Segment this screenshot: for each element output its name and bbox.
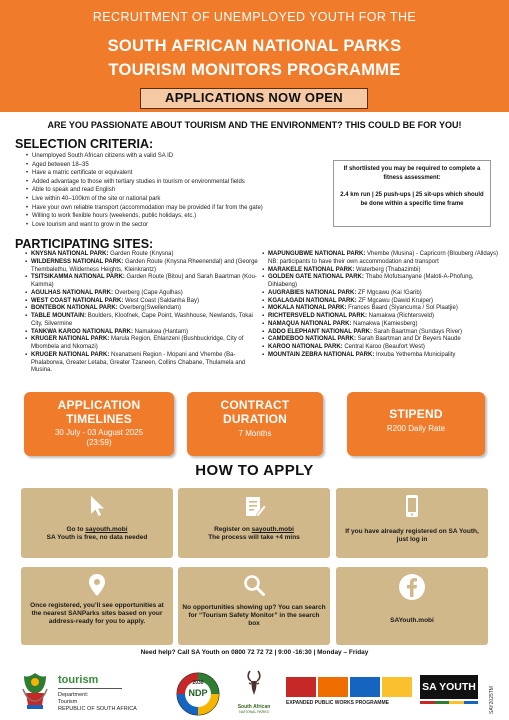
department-text bbox=[58, 692, 168, 713]
stipend-card bbox=[347, 392, 485, 456]
epwp-block-yellow bbox=[382, 677, 412, 697]
site-name: TSITSIKAMMA NATIONAL PARK: bbox=[31, 274, 125, 281]
timelines-title-line1: APPLICATION bbox=[57, 398, 141, 412]
site-detail: Sarah Baartman and Dr Beyers Naude bbox=[356, 336, 461, 343]
sa-youth-flag-stripe bbox=[420, 701, 478, 704]
footer-logos bbox=[0, 663, 509, 720]
intro-question: ARE YOU PASSIONATE ABOUT TOURISM AND THE ENVIRONMENT? THIS COULD BE FOR YOU! bbox=[47, 120, 462, 130]
site-item bbox=[262, 305, 500, 313]
step-5-text: No opportunities showing up? You can search for “Tourism Safety Monitor” in the search box bbox=[182, 604, 326, 627]
epwp-blocks bbox=[286, 677, 418, 697]
site-detail: Garden Route (Knysna Rheenendal) and (George Thembalethu, Wilderness Heights, Kleinkrantz) bbox=[31, 258, 258, 273]
site-item bbox=[25, 313, 258, 329]
step-3-text: If you have already registered on SA Youth, just log in bbox=[345, 528, 479, 543]
site-item bbox=[262, 251, 500, 267]
site-name: MAPUNGUBWE NATIONAL PARK: bbox=[268, 251, 366, 257]
site-name: TANKWA KAROO NATIONAL PARK: bbox=[31, 328, 133, 335]
step-register bbox=[178, 488, 330, 558]
site-name: AGULHAS NATIONAL PARK: bbox=[31, 289, 113, 296]
fitness-requirements: 2.4 km run | 25 push-ups | 25 sit-ups which should be done within a specific time frame bbox=[340, 192, 484, 207]
criteria-item: • Have a matric certificate or equivalent bbox=[26, 169, 326, 178]
site-detail: Frances Baard (Siyancuma / Sol Plaatjie) bbox=[346, 305, 458, 312]
site-name: KNYSNA NATIONAL PARK: bbox=[31, 251, 109, 257]
header-banner bbox=[0, 0, 509, 112]
site-detail: Central Karoo (Beaufort West) bbox=[342, 344, 425, 350]
timelines-card bbox=[24, 392, 174, 456]
applications-open-banner: APPLICATIONS NOW OPEN bbox=[140, 88, 368, 109]
tourism-wordmark: tourism bbox=[58, 674, 99, 686]
site-detail: Vhembe (Musina) - Capricorn (Blouberg /Alldays) NB: participants to have their own accommodation and transport bbox=[268, 251, 499, 265]
reference-code: SAY2025TM bbox=[489, 686, 495, 714]
stipend-value: R200 Daily Rate bbox=[386, 424, 446, 433]
epwp-block-orange bbox=[318, 677, 348, 697]
step-1-text bbox=[25, 526, 169, 542]
step-1-note: SA Youth is free, no data needed bbox=[46, 534, 148, 541]
ndp-text: NDP bbox=[188, 688, 208, 698]
criteria-list bbox=[26, 152, 326, 229]
site-name: ADDO ELEPHANT NATIONAL PARK: bbox=[268, 328, 372, 335]
timelines-value bbox=[24, 428, 174, 448]
site-item bbox=[25, 290, 258, 298]
site-detail: Nxanatseni Region - Mopani and Vhembe (Ba-Phalaborwa, Greater Letaba, Greater Tzaneen, Collins Chabane, Thulamela and Musina. bbox=[31, 351, 246, 374]
site-detail: Sarah Baartman (Sundays River) bbox=[372, 328, 463, 335]
kudu-icon bbox=[239, 667, 269, 699]
sanparks-subname: NATIONAL PARKS bbox=[239, 710, 269, 714]
site-name: KAROO NATIONAL PARK: bbox=[268, 344, 343, 350]
sites-title: PARTICIPATING SITES: bbox=[15, 237, 154, 251]
register-form-icon bbox=[178, 494, 330, 525]
epwp-block-blue bbox=[350, 677, 380, 697]
phone-icon bbox=[336, 494, 488, 525]
site-name: KRUGER NATIONAL PARK: bbox=[31, 351, 110, 358]
header-subtitle: RECRUITMENT OF UNEMPLOYED YOUTH FOR THE bbox=[92, 10, 417, 24]
site-name: TABLE MOUNTAIN: bbox=[31, 313, 87, 319]
sanparks-logo bbox=[232, 667, 276, 714]
site-item bbox=[25, 329, 258, 337]
step-2-text bbox=[182, 526, 326, 542]
step-1-prefix: Go to bbox=[66, 526, 86, 533]
dept-name: Tourism bbox=[58, 699, 78, 705]
site-name: NAMAQUA NATIONAL PARK: bbox=[268, 320, 352, 327]
site-detail: West Coast (Saldanha Bay) bbox=[123, 297, 199, 304]
site-item bbox=[262, 336, 500, 344]
site-name: RICHTERSVELD NATIONAL PARK: bbox=[268, 313, 367, 319]
site-item bbox=[25, 305, 258, 313]
site-detail: Overberg(Swellendam) bbox=[117, 305, 182, 312]
site-item bbox=[262, 298, 500, 306]
sa-youth-logo: SA YOUTH bbox=[420, 675, 478, 699]
criteria-item: • Added advantage to those with tertiary studies in tourism or environmental fields bbox=[26, 178, 326, 187]
contract-title bbox=[187, 392, 323, 426]
site-item bbox=[262, 352, 500, 360]
step-4-text: Once registered, you’ll see opportunities at the nearest SANParks sites based on your address-ready for you to apply. bbox=[30, 602, 164, 625]
site-name: AUGRABIES NATIONAL PARK: bbox=[268, 289, 357, 296]
dept-label: Department: bbox=[58, 692, 89, 698]
stipend-title: STIPEND bbox=[389, 407, 443, 421]
site-item bbox=[25, 274, 258, 290]
site-detail: Thabo Mofutsanyane (Maloti-A-Phofung, Dihlabeng) bbox=[268, 274, 474, 288]
site-detail: Garden Route (Bitou) and Sarah Baartman (Kou-Kamma) bbox=[31, 274, 257, 288]
step-login bbox=[336, 488, 488, 558]
criteria-item: • Aged between 18–35 bbox=[26, 161, 326, 170]
site-item bbox=[25, 259, 258, 275]
sayouth-register-link[interactable]: sayouth.mobi bbox=[251, 526, 294, 533]
sites-list-left bbox=[25, 251, 258, 375]
site-detail: Namakwa (Kamiesberg) bbox=[351, 320, 418, 327]
search-icon bbox=[178, 573, 330, 602]
fitness-assessment-box bbox=[333, 160, 491, 227]
timelines-title-line2: TIMELINES bbox=[66, 412, 132, 426]
site-item bbox=[25, 298, 258, 306]
header-title-line1: SOUTH AFRICAN NATIONAL PARKS bbox=[107, 37, 402, 55]
site-name: WILDERNESS NATIONAL PARK: bbox=[31, 258, 124, 265]
site-name: MOKALA NATIONAL PARK: bbox=[268, 305, 347, 312]
criteria-item: • Love tourism and want to grow in the sector bbox=[26, 221, 326, 230]
contract-title-line1: CONTRACT bbox=[220, 398, 290, 412]
location-pin-icon bbox=[21, 573, 173, 602]
help-line: Need help? Call SA Youth on 0800 72 72 72 | 9:00 -16:30 | Monday – Friday bbox=[140, 649, 369, 656]
sites-list-right bbox=[262, 251, 500, 360]
site-item bbox=[262, 274, 500, 290]
site-item bbox=[262, 267, 500, 275]
criteria-item: • Able to speak and read English bbox=[26, 186, 326, 195]
site-detail: Waterberg (Thabazimbi) bbox=[354, 266, 421, 273]
contract-card bbox=[187, 392, 323, 456]
criteria-title: SELECTION CRITERIA: bbox=[15, 137, 154, 151]
step-2-prefix: Register on bbox=[214, 526, 252, 533]
site-name: CAMDEBOO NATIONAL PARK: bbox=[268, 336, 356, 343]
site-detail: ZF Mgcawu (Dawid Kruiper) bbox=[356, 297, 434, 304]
site-name: GOLDEN GATE NATIONAL PARK: bbox=[268, 274, 364, 281]
site-name: MOUNTAIN ZEBRA NATIONAL PARK: bbox=[268, 351, 375, 358]
mouse-pointer-icon bbox=[21, 494, 173, 523]
site-item bbox=[25, 352, 258, 375]
site-name: WEST COAST NATIONAL PARK: bbox=[31, 297, 124, 304]
site-detail: Overberg (Cape Agulhas) bbox=[113, 289, 183, 296]
contract-value: 7 Months bbox=[238, 429, 272, 438]
step-view-opportunities bbox=[21, 567, 173, 645]
facebook-icon[interactable] bbox=[336, 573, 488, 606]
site-detail: Namakwa (Richtersveld) bbox=[367, 313, 435, 319]
site-item bbox=[262, 344, 500, 352]
site-detail: ZF Mgcawu (Kai !Garib) bbox=[356, 289, 422, 296]
criteria-item: • Have your own reliable transport (accommodation may be provided if far from the gate) bbox=[26, 204, 326, 213]
fitness-intro: If shortlisted you may be required to complete a fitness assessment: bbox=[343, 166, 481, 181]
step-2-note: The process will take +4 mins bbox=[208, 534, 300, 541]
epwp-block-red bbox=[286, 677, 316, 697]
site-item bbox=[262, 329, 500, 337]
ndp-year: 2030 bbox=[192, 680, 204, 686]
site-detail: Namakwa (Hantam) bbox=[133, 328, 189, 335]
sayouth-link[interactable]: sayouth.mobi bbox=[85, 526, 128, 533]
site-item bbox=[25, 251, 258, 259]
site-name: KRUGER NATIONAL PARK: bbox=[31, 336, 110, 343]
ndp-logo bbox=[175, 671, 221, 717]
timelines-cutoff: (23:59) bbox=[86, 438, 112, 447]
site-item bbox=[262, 290, 500, 298]
site-item bbox=[25, 336, 258, 352]
site-name: BONTEBOK NATIONAL PARK: bbox=[31, 305, 118, 312]
contract-title-line2: DURATION bbox=[222, 412, 288, 426]
site-detail: Boulders, Kloofnek, Cape Point, Washhouse, Newlands, Tokai City, Silvermine bbox=[31, 313, 253, 327]
site-detail: Garden Route (Knysna) bbox=[108, 251, 174, 257]
epwp-logo bbox=[286, 677, 418, 706]
epwp-text: EXPANDED PUBLIC WORKS PROGRAMME bbox=[286, 700, 389, 706]
site-detail: Inxuba Yethemba Municipality bbox=[374, 351, 456, 358]
coat-of-arms-icon bbox=[20, 671, 50, 716]
tourism-department-logo bbox=[58, 674, 168, 713]
dept-country: REPUBLIC OF SOUTH AFRICA bbox=[58, 706, 137, 712]
timelines-title bbox=[24, 392, 174, 426]
criteria-item: • Unemployed South African citizens with a valid SA ID bbox=[26, 152, 326, 161]
criteria-item: • Live within 40–100km of the site or national park bbox=[26, 195, 326, 204]
step-visit-site bbox=[21, 488, 173, 558]
header-title-line2: TOURISM MONITORS PROGRAMME bbox=[108, 61, 401, 79]
sanparks-name: South African bbox=[237, 704, 271, 710]
site-name: MARAKELE NATIONAL PARK: bbox=[268, 266, 355, 273]
timelines-dates: 30 July - 03 August 2025 bbox=[54, 428, 144, 437]
criteria-item: • Willing to work flexible hours (weekends, public holidays, etc.) bbox=[26, 212, 326, 221]
site-item bbox=[262, 321, 500, 329]
facebook-link[interactable]: SAYouth.mobi bbox=[390, 617, 434, 624]
site-name: KGALAGADI NATIONAL PARK: bbox=[268, 297, 357, 304]
step-search bbox=[178, 567, 330, 645]
site-detail: Marula Region, Ehlanzeni (Bushbuckridge, City of Mbombela and Nkomazi) bbox=[31, 336, 244, 350]
howto-title: HOW TO APPLY bbox=[195, 462, 314, 479]
site-item bbox=[262, 313, 500, 321]
step-facebook bbox=[336, 567, 488, 645]
